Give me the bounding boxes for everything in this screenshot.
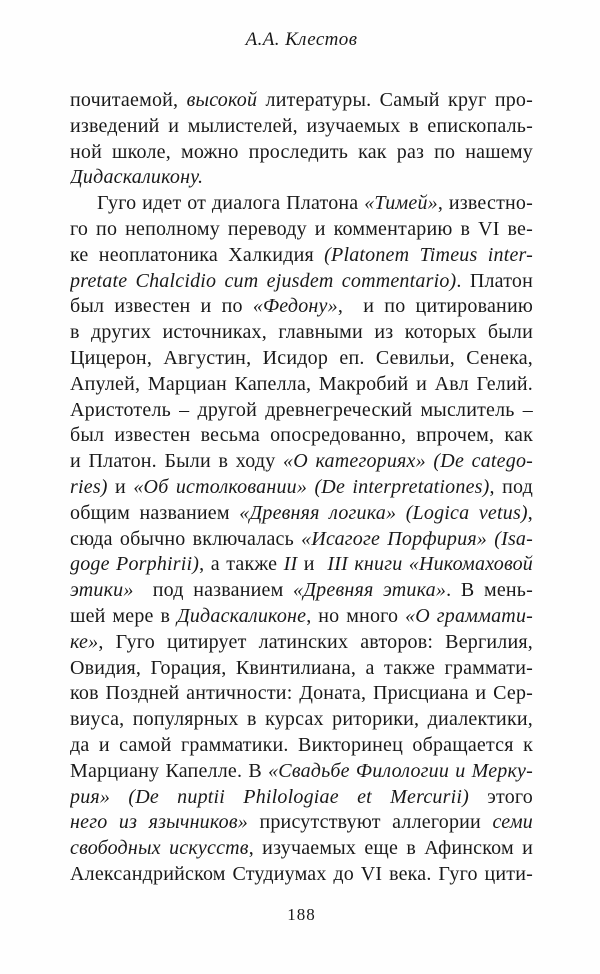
text-line bbox=[70, 785, 533, 811]
text-run: ной школе, можно проследить как раз по нашему bbox=[70, 140, 533, 163]
text-line bbox=[70, 604, 533, 630]
text-run: Аристотель – другой древнегреческий мыслитель – bbox=[70, 398, 533, 421]
text-run: Апулей, Марциан Капелла, Макробий и Авл Гелий. bbox=[70, 372, 533, 395]
text-line bbox=[70, 733, 533, 759]
text-run-italic: «О граммати- bbox=[405, 604, 533, 627]
page-body bbox=[70, 88, 533, 888]
text-run: , Гуго цитирует латинских авторов: Вергилия, bbox=[98, 630, 533, 653]
text-line bbox=[70, 320, 533, 346]
text-run: . Платон bbox=[456, 269, 533, 292]
text-run: был известен и по bbox=[70, 295, 253, 318]
text-line bbox=[70, 346, 533, 372]
page-number: 188 bbox=[287, 904, 316, 924]
text-line bbox=[70, 449, 533, 475]
text-run: шей мере в bbox=[70, 604, 177, 627]
text-run: , под bbox=[489, 475, 533, 498]
text-line bbox=[70, 578, 533, 604]
text-run: ков Поздней античности: Доната, Присциана и Сер- bbox=[70, 682, 533, 705]
text-run: Александрийском Студиумах до VI века. Гуго цити- bbox=[70, 862, 533, 885]
text-run-italic: «Тимей» bbox=[364, 192, 438, 215]
text-line bbox=[70, 398, 533, 424]
text-run: , но много bbox=[306, 604, 406, 627]
text-run: под названием bbox=[133, 579, 294, 602]
text-run: этого bbox=[468, 785, 533, 808]
text-line bbox=[70, 501, 533, 527]
text-line bbox=[70, 810, 533, 836]
text-run-italic: «Исагоге Порфирия» (Isa- bbox=[301, 527, 533, 550]
text-run: , и по цитированию bbox=[337, 295, 533, 318]
text-run-italic: «Свадьбе Филологии и Мерку- bbox=[268, 759, 533, 782]
text-run: общим названием bbox=[70, 501, 240, 524]
text-run-italic: pretate Chalcidio cum ejusdem commentario) bbox=[70, 269, 457, 292]
text-run: , а также bbox=[199, 553, 284, 576]
text-line bbox=[70, 630, 533, 656]
text-line bbox=[70, 656, 533, 682]
text-run: Марциану Капелле. В bbox=[70, 759, 269, 782]
text-run-italic: него из язычников» bbox=[70, 811, 248, 834]
text-line bbox=[70, 372, 533, 398]
text-run: и bbox=[107, 475, 134, 498]
text-line bbox=[70, 707, 533, 733]
text-line bbox=[70, 294, 533, 320]
text-line bbox=[70, 165, 533, 191]
text-line bbox=[70, 527, 533, 553]
text-run-italic: рия» (De nuptii Philologiae et Mercurii) bbox=[70, 785, 469, 808]
text-run-italic: goge Porphirii) bbox=[70, 553, 200, 576]
text-run-italic: Дидаскаликоне bbox=[176, 604, 307, 627]
text-line bbox=[70, 140, 533, 166]
text-run: Цицерон, Августин, Исидор еп. Севильи, Сенека, bbox=[70, 346, 533, 369]
text-run-italic: «Федону» bbox=[252, 295, 338, 318]
text-line bbox=[70, 862, 533, 888]
text-run: почитаемой, bbox=[70, 89, 187, 111]
text-run: ке неоплатоника Халкидия bbox=[70, 243, 325, 266]
text-run: , bbox=[527, 501, 533, 524]
text-line bbox=[70, 269, 533, 295]
text-run: Овидия, Горация, Квинтилиана, а также граммати- bbox=[70, 656, 533, 679]
text-run-italic: семи bbox=[492, 811, 533, 834]
text-run-italic: ries) bbox=[70, 475, 108, 498]
text-run: виуса, популярных в курсах риторики, диалектики, bbox=[70, 708, 533, 731]
text-line bbox=[70, 217, 533, 243]
text-run: был известен весьма опосредованно, впрочем, как bbox=[70, 424, 533, 447]
text-run: изведений и мылистелей, изучаемых в епископаль- bbox=[70, 114, 533, 137]
text-run: го по неполному переводу и комментарию в VI ве- bbox=[70, 217, 533, 240]
text-run: литературы. Самый круг про- bbox=[257, 89, 533, 111]
text-run-italic: Дидаскаликону. bbox=[70, 166, 204, 189]
text-line bbox=[70, 191, 533, 217]
text-run: Гуго идет от диалога Платона bbox=[97, 192, 365, 215]
text-line bbox=[70, 475, 533, 501]
text-run-italic: ке» bbox=[70, 630, 99, 653]
text-run: присутствуют аллегории bbox=[247, 811, 493, 834]
text-run: и Платон. Были в ходу bbox=[70, 450, 284, 473]
text-line bbox=[70, 243, 533, 269]
text-line bbox=[70, 681, 533, 707]
text-run-italic: этики» bbox=[70, 579, 134, 602]
text-run-italic: II bbox=[283, 553, 298, 576]
text-run: и bbox=[297, 553, 328, 576]
text-run: , известно- bbox=[437, 192, 533, 215]
text-run-italic: «Древняя логика» (Logica vetus) bbox=[239, 501, 528, 524]
text-run: да и самой грамматики. Викторинец обращается к bbox=[70, 733, 533, 756]
text-line bbox=[70, 836, 533, 862]
text-run-italic: «О категориях» (De catego- bbox=[283, 450, 533, 473]
text-run-italic: «Об истолковании» (De interpretationes) bbox=[133, 475, 490, 498]
text-run-italic: «Древняя этика» bbox=[293, 579, 447, 602]
text-run: . В мень- bbox=[446, 579, 533, 602]
text-run: в других источниках, главными из которых были bbox=[70, 321, 533, 344]
text-run: сюда обычно включалась bbox=[70, 527, 302, 550]
text-line bbox=[70, 88, 533, 114]
text-run: , изучаемых еще в Афинском и bbox=[248, 837, 533, 860]
text-line bbox=[70, 552, 533, 578]
text-run-italic: III книги «Никомаховой bbox=[327, 553, 533, 576]
text-line bbox=[70, 423, 533, 449]
text-line bbox=[70, 759, 533, 785]
text-run-italic: высокой bbox=[186, 89, 258, 111]
text-run-italic: свободных искусств bbox=[70, 837, 249, 860]
text-line bbox=[70, 114, 533, 140]
text-run-italic: (Platonem Timeus inter- bbox=[324, 243, 533, 266]
running-head-author: А.А. Клестов bbox=[245, 29, 358, 50]
